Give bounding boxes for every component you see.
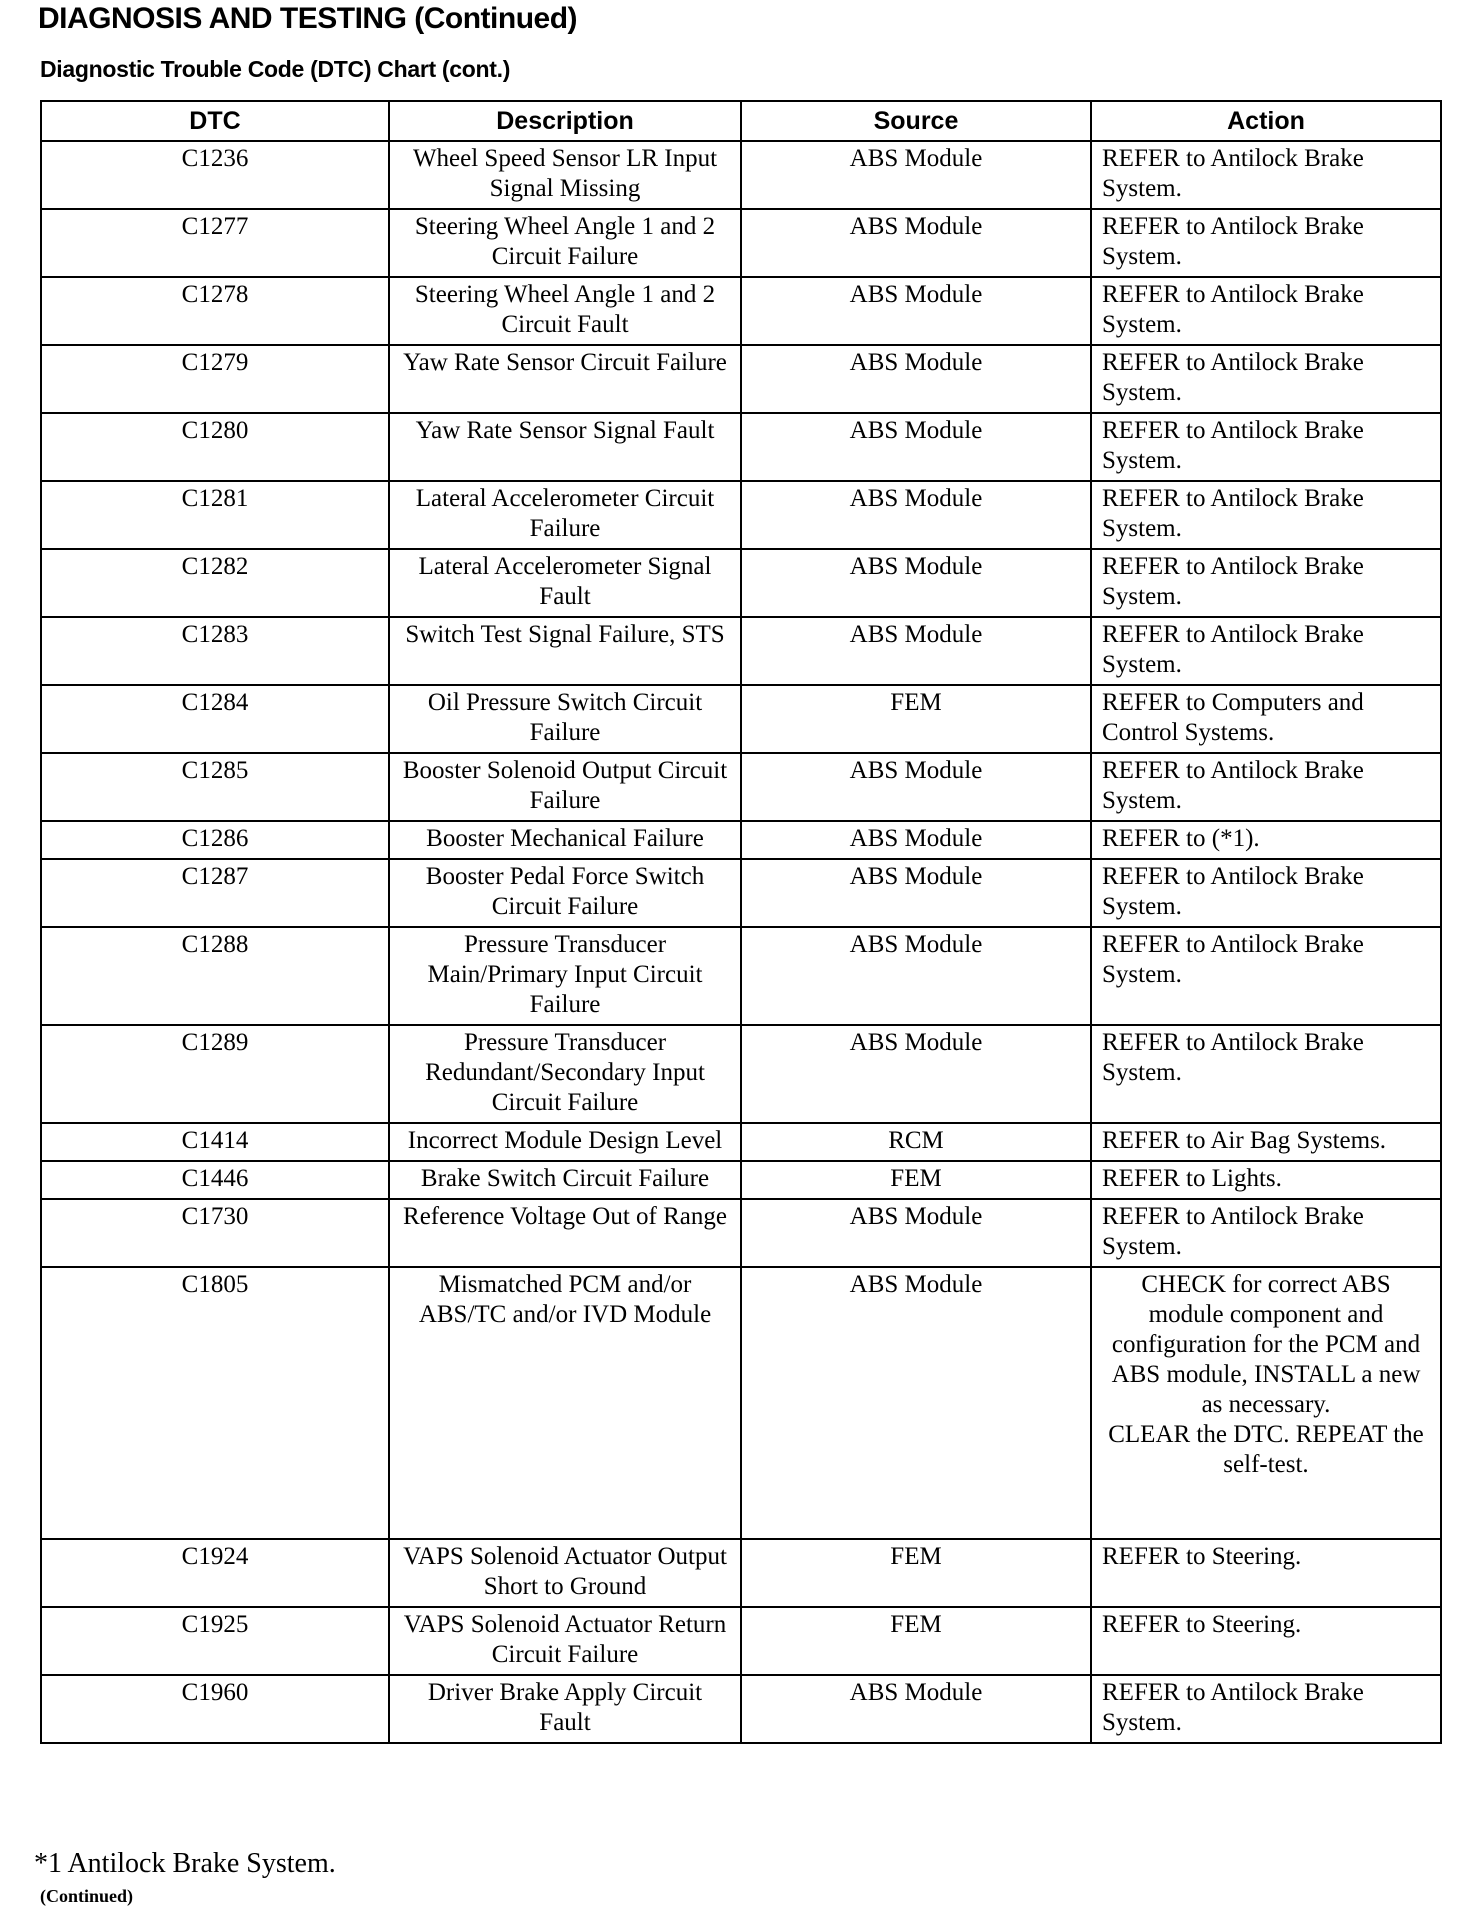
dtc-source: FEM <box>741 1539 1091 1607</box>
dtc-code: C1805 <box>41 1267 389 1539</box>
dtc-code: C1287 <box>41 859 389 927</box>
column-header-action: Action <box>1091 101 1441 141</box>
dtc-source: ABS Module <box>741 141 1091 209</box>
dtc-action: REFER to Antilock Brake System. <box>1091 1025 1441 1123</box>
dtc-action: REFER to Antilock Brake System. <box>1091 345 1441 413</box>
table-header-row <box>41 101 1441 141</box>
table-row <box>41 1199 1441 1267</box>
dtc-description: Yaw Rate Sensor Circuit Failure <box>389 345 741 413</box>
dtc-description: Steering Wheel Angle 1 and 2 Circuit Failure <box>389 209 741 277</box>
continued-note: (Continued) <box>40 1886 134 1906</box>
dtc-action: REFER to Antilock Brake System. <box>1091 859 1441 927</box>
dtc-code: C1286 <box>41 821 389 859</box>
dtc-description: Steering Wheel Angle 1 and 2 Circuit Fault <box>389 277 741 345</box>
dtc-source: ABS Module <box>741 753 1091 821</box>
dtc-source: ABS Module <box>741 821 1091 859</box>
table-row <box>41 413 1441 481</box>
dtc-code: C1284 <box>41 685 389 753</box>
dtc-action <box>1091 1267 1441 1539</box>
dtc-description: VAPS Solenoid Actuator Return Circuit Failure <box>389 1607 741 1675</box>
table-row <box>41 685 1441 753</box>
dtc-code: C1730 <box>41 1199 389 1267</box>
table-row <box>41 1539 1441 1607</box>
table-row <box>41 1123 1441 1161</box>
dtc-source: ABS Module <box>741 1199 1091 1267</box>
dtc-description: Incorrect Module Design Level <box>389 1123 741 1161</box>
dtc-source: ABS Module <box>741 413 1091 481</box>
dtc-code: C1924 <box>41 1539 389 1607</box>
dtc-code: C1289 <box>41 1025 389 1123</box>
dtc-description: Booster Mechanical Failure <box>389 821 741 859</box>
dtc-source: ABS Module <box>741 209 1091 277</box>
dtc-source: FEM <box>741 685 1091 753</box>
dtc-description: Brake Switch Circuit Failure <box>389 1161 741 1199</box>
dtc-action: REFER to Antilock Brake System. <box>1091 927 1441 1025</box>
dtc-table <box>40 100 1442 1744</box>
dtc-source: ABS Module <box>741 277 1091 345</box>
dtc-source: ABS Module <box>741 1025 1091 1123</box>
dtc-action: REFER to Antilock Brake System. <box>1091 753 1441 821</box>
dtc-action: REFER to Antilock Brake System. <box>1091 481 1441 549</box>
dtc-source: ABS Module <box>741 617 1091 685</box>
table-row <box>41 549 1441 617</box>
dtc-description: Lateral Accelerometer Signal Fault <box>389 549 741 617</box>
dtc-source: ABS Module <box>741 859 1091 927</box>
dtc-action: REFER to Antilock Brake System. <box>1091 1199 1441 1267</box>
column-header-source: Source <box>741 101 1091 141</box>
table-title: Diagnostic Trouble Code (DTC) Chart (cont.) <box>40 56 511 82</box>
dtc-code: C1446 <box>41 1161 389 1199</box>
dtc-description: Pressure Transducer Main/Primary Input Circuit Failure <box>389 927 741 1025</box>
dtc-code: C1288 <box>41 927 389 1025</box>
dtc-source: FEM <box>741 1607 1091 1675</box>
dtc-code: C1280 <box>41 413 389 481</box>
dtc-action: REFER to Antilock Brake System. <box>1091 1675 1441 1743</box>
table-row <box>41 753 1441 821</box>
dtc-description: Pressure Transducer Redundant/Secondary Input Circuit Failure <box>389 1025 741 1123</box>
table-row <box>41 1675 1441 1743</box>
table-row <box>41 859 1441 927</box>
dtc-description: Oil Pressure Switch Circuit Failure <box>389 685 741 753</box>
dtc-code: C1283 <box>41 617 389 685</box>
table-row <box>41 1267 1441 1539</box>
dtc-code: C1277 <box>41 209 389 277</box>
dtc-action: REFER to Steering. <box>1091 1539 1441 1607</box>
dtc-description: Yaw Rate Sensor Signal Fault <box>389 413 741 481</box>
dtc-source: ABS Module <box>741 345 1091 413</box>
dtc-action: REFER to Antilock Brake System. <box>1091 277 1441 345</box>
dtc-code: C1236 <box>41 141 389 209</box>
dtc-action: REFER to Antilock Brake System. <box>1091 209 1441 277</box>
dtc-source: ABS Module <box>741 549 1091 617</box>
dtc-source: ABS Module <box>741 1675 1091 1743</box>
footnote: *1 Antilock Brake System. <box>34 1848 336 1879</box>
dtc-code: C1285 <box>41 753 389 821</box>
dtc-code: C1925 <box>41 1607 389 1675</box>
dtc-code: C1282 <box>41 549 389 617</box>
dtc-action: REFER to Steering. <box>1091 1607 1441 1675</box>
dtc-action: REFER to Antilock Brake System. <box>1091 549 1441 617</box>
table-row <box>41 1025 1441 1123</box>
column-header-dtc: DTC <box>41 101 389 141</box>
dtc-description: Driver Brake Apply Circuit Fault <box>389 1675 741 1743</box>
dtc-code: C1279 <box>41 345 389 413</box>
dtc-action-clear: CLEAR the DTC. REPEAT the self-test. <box>1108 1421 1424 1478</box>
table-row <box>41 1607 1441 1675</box>
dtc-code: C1414 <box>41 1123 389 1161</box>
dtc-action: REFER to Antilock Brake System. <box>1091 141 1441 209</box>
table-row <box>41 821 1441 859</box>
table-row <box>41 345 1441 413</box>
dtc-description: VAPS Solenoid Actuator Output Short to Ground <box>389 1539 741 1607</box>
dtc-action: REFER to Air Bag Systems. <box>1091 1123 1441 1161</box>
page-title: DIAGNOSIS AND TESTING (Continued) <box>38 2 578 35</box>
dtc-action: REFER to Antilock Brake System. <box>1091 617 1441 685</box>
dtc-description: Lateral Accelerometer Circuit Failure <box>389 481 741 549</box>
dtc-code: C1960 <box>41 1675 389 1743</box>
dtc-source: RCM <box>741 1123 1091 1161</box>
dtc-code: C1278 <box>41 277 389 345</box>
table-row <box>41 927 1441 1025</box>
dtc-action-check: CHECK for correct ABS module component and configuration for the PCM and ABS module, INSTALL a new as necessary. <box>1111 1271 1421 1418</box>
dtc-source: FEM <box>741 1161 1091 1199</box>
dtc-description: Switch Test Signal Failure, STS <box>389 617 741 685</box>
dtc-action: REFER to Computers and Control Systems. <box>1091 685 1441 753</box>
dtc-description: Mismatched PCM and/or ABS/TC and/or IVD Module <box>389 1267 741 1539</box>
table-row <box>41 481 1441 549</box>
dtc-action: REFER to Lights. <box>1091 1161 1441 1199</box>
dtc-description: Booster Pedal Force Switch Circuit Failure <box>389 859 741 927</box>
dtc-source: ABS Module <box>741 927 1091 1025</box>
column-header-description: Description <box>389 101 741 141</box>
dtc-action: REFER to (*1). <box>1091 821 1441 859</box>
dtc-description: Reference Voltage Out of Range <box>389 1199 741 1267</box>
dtc-description: Wheel Speed Sensor LR Input Signal Missing <box>389 141 741 209</box>
table-row <box>41 209 1441 277</box>
dtc-action: REFER to Antilock Brake System. <box>1091 413 1441 481</box>
table-row <box>41 617 1441 685</box>
table-row <box>41 1161 1441 1199</box>
table-row <box>41 277 1441 345</box>
table-row <box>41 141 1441 209</box>
dtc-source: ABS Module <box>741 1267 1091 1539</box>
dtc-source: ABS Module <box>741 481 1091 549</box>
dtc-description: Booster Solenoid Output Circuit Failure <box>389 753 741 821</box>
dtc-code: C1281 <box>41 481 389 549</box>
